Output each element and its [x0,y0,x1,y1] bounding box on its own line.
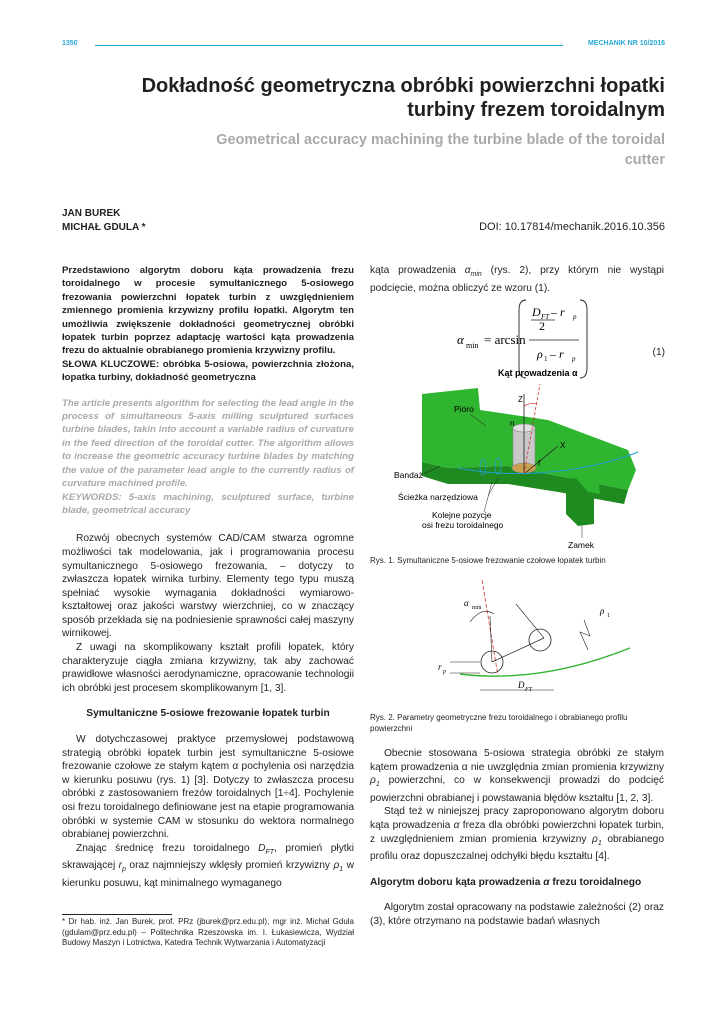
authors [62,207,146,235]
fig1-label-kolejne: Kolejne pozycje [432,510,492,520]
body-paragraph: Znając średnicę frezu toroidalnego $D_{FT}$, promień płytki skrawającej $r_p$ oraz najmniejszy wklęsły promień krzywizny $\rho_1$ w kierunku posuwu, kąt minimalnego wymaganego [62,842,354,890]
fig2-rho-sub: 1 [607,613,610,619]
eq-two: 2 [539,319,545,333]
fig1-label-sciezka: Ścieżka narzędziowa [398,492,478,502]
keywords-polish: SŁOWA KLUCZOWE: obróbka 5-osiowa, powierzchnia złożona, łopatka turbiny, dokładność geometryczna [62,358,354,384]
abstract-english: The article presents algorithm for selecting the lead angle in the process of simultaneous 5-axis milling sculptured surfaces turbine blades, takin into account a variable radius of curvature in the feed direction of the toroidal cutter. The algorithm allows to increase the geometric accuracy turbine blades by matching the value of the parameter lead angle to the currently radius of curvature machined profile. [62,397,354,490]
left-column [62,264,354,891]
fig1-label-zamek: Zamek [568,540,594,550]
body-paragraph: Rozwój obecnych systemów CAD/CAM stwarza ogromne możliwości tak modelowania, jak i programowania procesu symultanicznego 5-osiowego frezowania, – dotyczy to zwłaszcza łopatek wirnika turbiny. Elementy tego typu muszą spełniać wysokie wymagania dokładności wymiarowo-kształtowej oraz jakości warstwy wierzchniej, co w znaczący sposób przekłada się na podniesienie sprawności całej maszyny wirnikowej. [62,533,354,640]
fig1-label-pioro: Pióro [454,404,474,414]
journal-name: MECHANIK NR 10/2016 [587,40,665,47]
fig1-label-x: X [560,441,566,450]
fig2-rho: ρ [600,606,605,616]
section-heading: Symultaniczne 5-osiowe frezowanie łopatek turbin [86,708,330,720]
abstract-polish: Przedstawiono algorytm doboru kąta prowadzenia frezu toroidalnego w procesie symultanicznego 5-osiowego frezowania powierzchni łopatek turbin z uwzględnieniem zmiennego promienia krzywizny profilu łopatki. Algorytm ten umożliwia zwiększenie dokładności geometrycznej obróbki łopatek turbin poprzez adaptację wartości kąta prowadzenia frezu do aktualnie obrabianego promienia krzywizny profilu. [62,265,354,357]
title-english: Geometrical accuracy machining the turbine blade of the toroidal cutter [216,132,665,168]
eq-arcsin: = arcsin [484,332,526,347]
eq-num-rp: – r [551,305,565,319]
figure-2-caption: Rys. 2. Parametry geometryczne frezu toroidalnego i obrabianego profilu powierzchni [370,713,628,733]
fig1-label-osi: osi frezu toroidalnego [422,520,504,530]
eq-den-rho-sub: 1 [544,355,548,363]
fig2-dft: D [518,680,525,690]
fig1-label-z: Z [518,395,523,404]
body-paragraph: W dotychczasowej praktyce przemysłowej podstawową strategią obróbki łopatek turbin jest symultaniczne 5-osiowe frezowanie czołowe ze stałym kątem α pochylenia osi narzędzia w kierunku posuwu (rys. 1) [3]. Dotyczy to zwłaszcza procesu obróbki z zastosowaniem frezów toroidalnych [1÷4]. Pochylenie osi frezu toroidalnego definiowane jest na etapie programowania obróbki w systemie CAM w stosunku do wektora normalnego obrabianej powierzchni. [62,734,354,841]
author-2: MICHAŁ GDULA * [62,222,146,233]
eq-alpha: α [457,332,464,347]
header-rule [95,45,563,46]
eq-den-rp: – r [550,347,564,361]
figure-1 [388,366,650,550]
body-paragraph: Stąd też w niniejszej pracy zaproponowano algorytm doboru kąta prowadzenia α freza dla obróbki powierzchni łopatek turbin, z uwzględnieniem zmian promienia krzywizny $\rho_1$ obrabianego profilu oraz dopuszczalnej odchyłki błędu kształtu [4]. [370,806,664,863]
footnote: * Dr hab. inż. Jan Burek, prof. PRz (jburek@prz.edu.pl), mgr inż. Michał Gdula (gdulam@prz.edu.pl) – Politechnika Rzeszowska im. I. Łukasiewicza, Wydział Budowy Maszyn i Lotnictwa, Katedra Technik Wytwarzania i Automatyzacji [62,917,354,948]
eq-num-rp-sub: p [573,313,577,321]
eq-den-rho: ρ [537,347,543,361]
fig2-cutter-side [516,604,544,638]
doi: DOI: 10.17814/mechanik.2016.10.356 [479,221,665,233]
eq-den-rp-sub: p [572,355,576,363]
fig2-profile [460,648,630,676]
fig1-label-bandaz: Bandaż [394,470,423,480]
body-paragraph: kąta prowadzenia $\alpha_{min}$ (rys. 2), przy którym nie wystąpi podcięcie, można obliczyć ze wzoru (1). [370,265,664,294]
fig1-label-f: f [538,459,541,468]
fig2-alpha-sub: min [472,605,482,611]
keywords-english: KEYWORDS: 5-axis machining, sculptured surface, turbine blade, geometrical accuracy [62,491,354,516]
title-polish: Dokładność geometryczna obróbki powierzchni łopatki turbiny frezem toroidalnym [141,75,665,121]
equation-number: (1) [652,347,665,358]
fig2-alpha: α [464,598,469,608]
fig2-tool-axis [482,580,498,676]
body-paragraph: Z uwagi na skomplikowany kształt profili łopatek, który charakteryzuje ciągła zmiana krzywizny, tak aby zachować prawidłowe własności aerodynamiczne, opracowanie technologii ich obróbki jest procesem skomplikowanym [1, 3]. [62,642,354,694]
right-column-body [370,747,664,929]
right-column-intro [370,264,664,295]
author-1: JAN BUREK [62,208,121,219]
fig2-cutter-side [490,616,492,662]
figure-1-caption: Rys. 1. Symultaniczne 5-osiowe frezowanie czołowe łopatek turbin [370,556,606,565]
fig2-rp: r [438,662,442,672]
eq-num-d-sub: FT [541,313,550,321]
body-paragraph: Algorytm został opracowany na podstawie zależności (2) oraz (3), które otrzymano na podstawie badań własnych [370,902,664,927]
fig2-rho-leader [580,620,590,650]
eq-num-d: D [532,305,541,319]
body-paragraph: Obecnie stosowana 5-osiowa strategia obróbki ze stałym kątem prowadzenia α nie uwzględnia zmian promienia krzywizny $\rho_1$ powierzchni, co w konsekwencji prowadzi do podcięć powierzchni obrabianej i powstawania błędów kształtu [1, 2, 3]. [370,748,664,804]
page-number: 1350 [62,40,78,47]
eq-alpha-sub: min [466,341,479,350]
fig2-dft-sub: FT [525,687,533,693]
figure-2 [430,576,650,700]
footnote-rule [62,914,172,915]
fig1-label-n: n [510,419,515,428]
fig1-angle-arc [524,403,537,406]
section-heading: Algorytm doboru kąta prowadzenia α frezu toroidalnego [370,876,642,888]
fig2-rp-sub: p [443,669,446,675]
fig1-title: Kąt prowadzenia α [498,368,578,378]
